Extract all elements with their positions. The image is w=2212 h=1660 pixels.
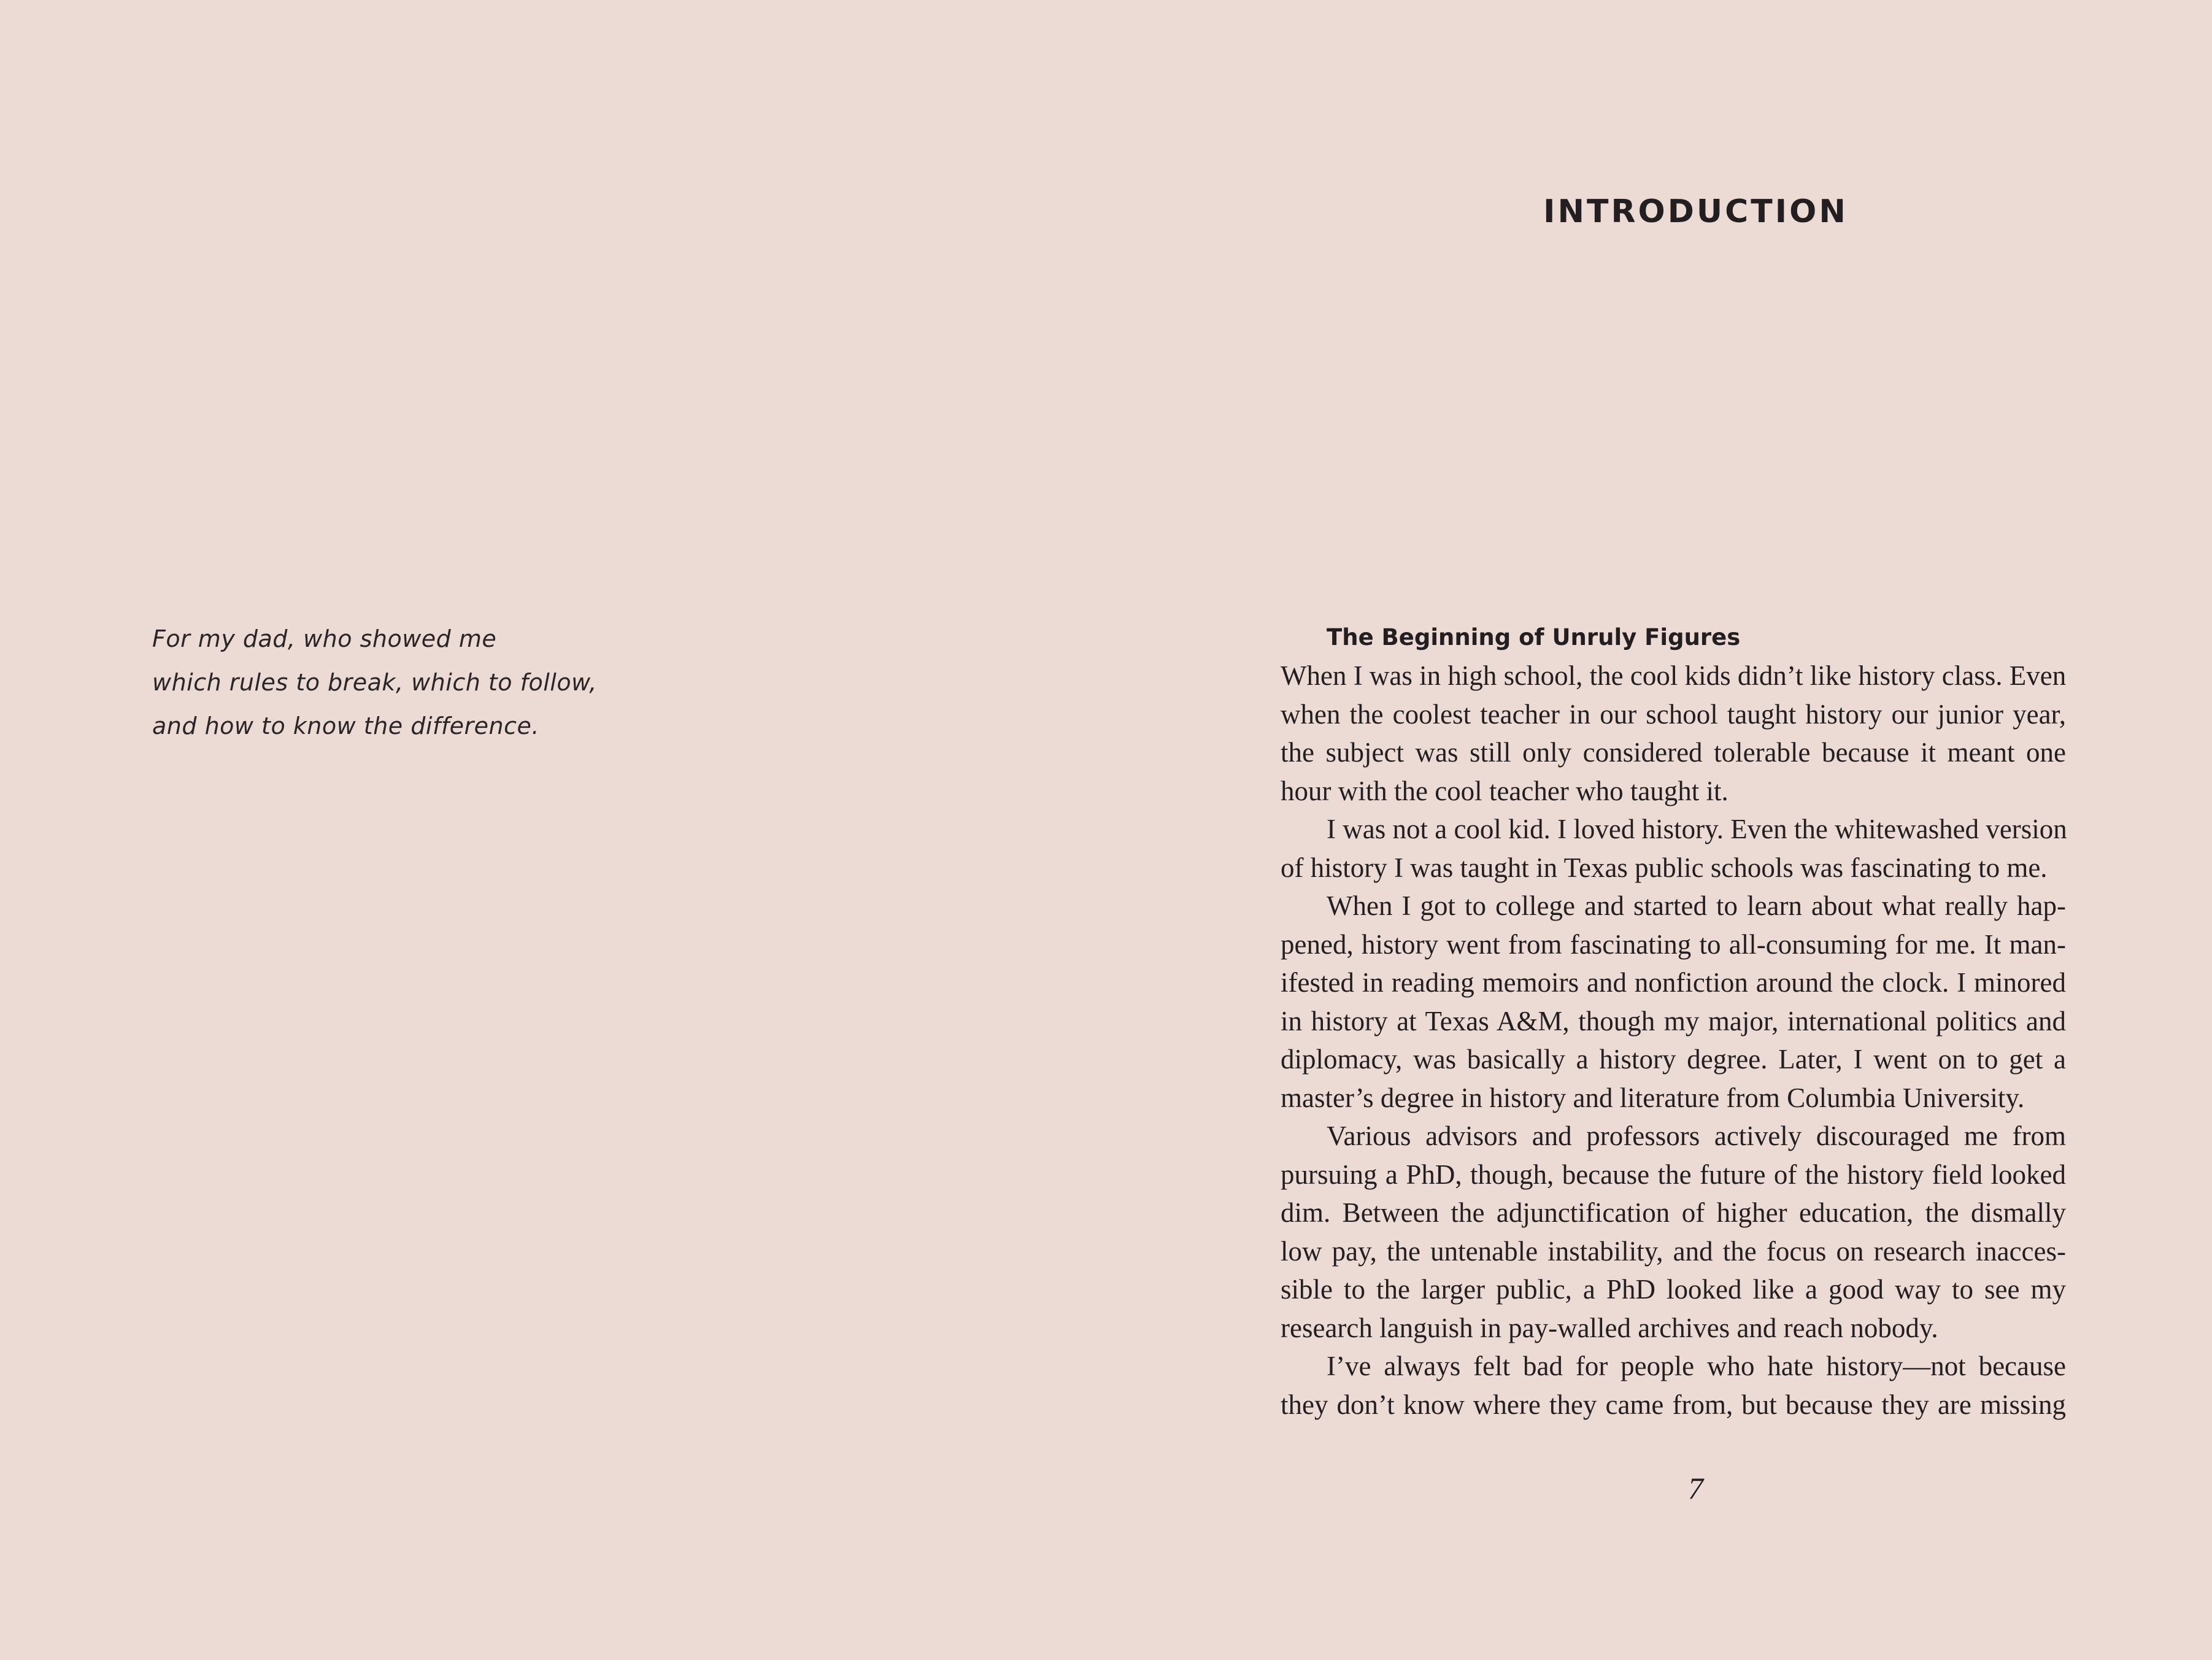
body-line: when the coolest teacher in our school taught history our junior year, <box>1281 698 2066 730</box>
page-number: 7 <box>1688 1471 1703 1505</box>
body-line: diplomacy, was basically a history degree. Later, I went on to get a <box>1281 1044 2066 1075</box>
body-line: pened, history went from fascinating to all-consuming for me. It man- <box>1281 928 2066 960</box>
dedication-line: which rules to break, which to follow, <box>152 669 597 696</box>
body-line: research languish in pay-walled archives and reach nobody. <box>1281 1312 1938 1343</box>
right-page <box>1106 0 2212 1660</box>
body-line: they don’t know where they came from, but because they are missing <box>1281 1389 2066 1420</box>
body-line: pursuing a PhD, though, because the future of the history field looked <box>1281 1159 2066 1190</box>
body-text <box>1281 619 2066 1424</box>
body-line: I was not a cool kid. I loved history. Even the whitewashed version <box>1327 814 2067 844</box>
chapter-title: INTRODUCTION <box>1543 193 1848 230</box>
body-line: sible to the larger public, a PhD looked like a good way to see my <box>1281 1274 2066 1305</box>
body-line: When I got to college and started to learn about what really hap- <box>1327 890 2066 921</box>
body-line: Various advisors and professors actively discouraged me from <box>1327 1121 2066 1151</box>
dedication-line: For my dad, who showed me <box>152 625 497 652</box>
body-line: dim. Between the adjunctification of higher education, the dismally <box>1281 1197 2066 1228</box>
body-line: low pay, the untenable instability, and the focus on research inacces- <box>1281 1235 2066 1267</box>
body-line: ifested in reading memoirs and nonfiction around the clock. I minored <box>1281 967 2066 998</box>
body-line: of history I was taught in Texas public schools was fascinating to me. <box>1281 852 2048 883</box>
body-line: When I was in high school, the cool kids didn’t like history class. Even <box>1281 660 2067 691</box>
body-line: hour with the cool teacher who taught it. <box>1281 775 1728 806</box>
body-line: in history at Texas A&M, though my major, international politics and <box>1281 1005 2066 1037</box>
dedication <box>152 617 704 748</box>
body-line: I’ve always felt bad for people who hate history—not because <box>1327 1351 2066 1381</box>
section-heading: The Beginning of Unruly Figures <box>1327 624 1741 650</box>
body-line: the subject was still only considered tolerable because it meant one <box>1281 737 2066 768</box>
body-line: master’s degree in history and literature from Columbia University. <box>1281 1082 2025 1113</box>
dedication-line: and how to know the difference. <box>152 712 539 739</box>
